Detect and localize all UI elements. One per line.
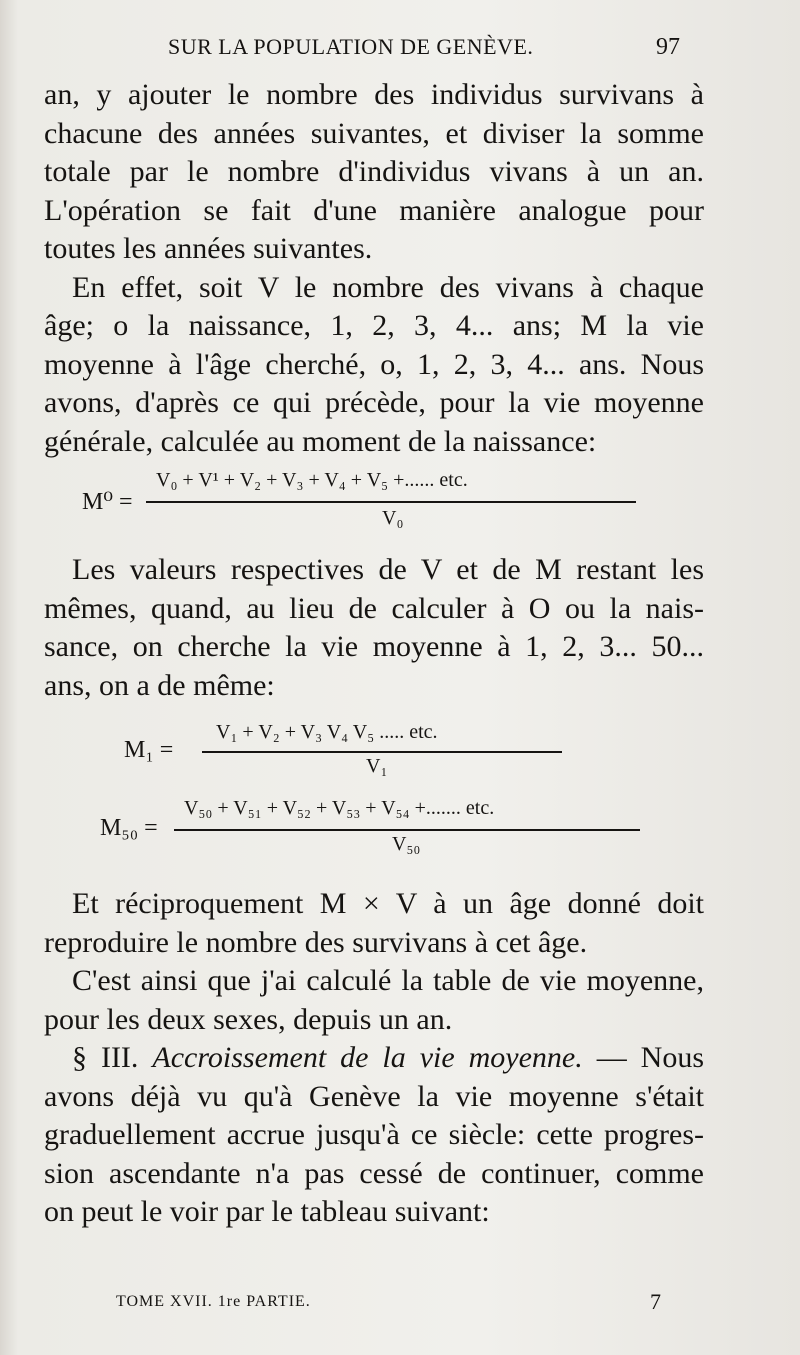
text-line: C'est ainsi que j'ai calculé la table de vie moyenne, <box>72 964 704 997</box>
section-heading-rest: — Nous <box>596 1041 704 1074</box>
text-line: moyenne à l'âge cherché, o, 1, 2, 3, 4... ans. Nous <box>44 347 704 381</box>
running-title: SUR LA POPULATION DE GENÈVE. <box>168 34 534 59</box>
paragraph-1 <box>44 76 704 269</box>
page-number: 97 <box>656 34 680 60</box>
text-line: sance, on cherche la vie moyenne à 1, 2, 3... 50... <box>44 630 704 663</box>
section-iii <box>44 1039 704 1232</box>
paragraph-4 <box>44 885 704 962</box>
text-line: chacune des années suivantes, et diviser la somme <box>44 116 704 150</box>
text-line: on peut le voir par le tableau suivant: <box>44 1195 490 1228</box>
paragraph-2 <box>44 269 704 462</box>
text-line: avons, d'après ce qui précède, pour la vie moyenne <box>44 386 704 419</box>
text-line: totale par le nombre d'individus vivans à un an. <box>44 155 704 188</box>
text-line: mêmes, quand, au lieu de calculer à O ou la nais- <box>44 591 704 625</box>
formula-mean-life-birth <box>44 461 704 551</box>
paragraph-3 <box>44 551 704 705</box>
formula-denominator: V₀ <box>382 507 404 529</box>
text-line: Les valeurs respectives de V et de M restant les <box>72 553 704 586</box>
paragraph-5 <box>44 962 704 1039</box>
formula-numerator: V₅₀ + V₅₁ + V₅₂ + V₅₃ + V₅₄ +....... etc. <box>184 797 495 819</box>
text-line: graduellement accrue jusqu'à ce siècle: cette progres- <box>44 1118 704 1151</box>
formula-mean-life-age-50 <box>44 793 704 885</box>
formula-lhs: M₁ = <box>124 737 174 763</box>
page-body <box>44 76 704 1232</box>
text-line: pour les deux sexes, depuis un an. <box>44 1002 453 1036</box>
text-line: générale, calculée au moment de la naissance: <box>44 424 597 458</box>
text-line: En effet, soit V le nombre des vivans à chaque <box>72 270 704 304</box>
fraction-bar <box>174 829 640 831</box>
formula-lhs: M₅₀ = <box>100 815 158 841</box>
formula-numerator: V₀ + V¹ + V₂ + V₃ + V₄ + V₅ +...... etc. <box>156 469 468 491</box>
text-line: L'opération se fait d'une manière analogue pour <box>44 193 704 227</box>
fraction-bar <box>202 751 562 753</box>
text-line: ans, on a de même: <box>44 668 275 702</box>
formula-denominator: V₅₀ <box>392 833 421 855</box>
section-number: § III. <box>72 1041 139 1074</box>
text-line: âge; o la naissance, 1, 2, 3, 4... ans; M la vie <box>44 309 704 342</box>
text-line: Et réciproquement M × V à un âge donné doit <box>72 887 704 920</box>
fraction-bar <box>146 501 636 503</box>
text-line: avons déjà vu qu'à Genève la vie moyenne s'était <box>44 1079 704 1113</box>
formula-mean-life-age-1 <box>44 715 704 793</box>
signature-mark: TOME XVII. 1re PARTIE. <box>116 1293 311 1310</box>
formula-denominator: V₁ <box>366 755 388 777</box>
text-line: an, y ajouter le nombre des individus survivans à <box>44 78 704 111</box>
formula-lhs: M⁰ = <box>82 489 133 515</box>
section-heading-line <box>44 1039 704 1078</box>
gathering-number: 7 <box>650 1289 661 1314</box>
section-heading: Accroissement de la vie moyenne. <box>152 1041 583 1074</box>
running-head <box>0 34 800 64</box>
formula-numerator: V₁ + V₂ + V₃ V₄ V₅ ..... etc. <box>216 721 438 743</box>
text-line: reproduire le nombre des survivans à cet âge. <box>44 925 588 959</box>
page-footer <box>0 1289 800 1323</box>
text-line: toutes les années suivantes. <box>44 232 373 265</box>
text-line: sion ascendante n'a pas cessé de continuer, comme <box>44 1156 704 1190</box>
